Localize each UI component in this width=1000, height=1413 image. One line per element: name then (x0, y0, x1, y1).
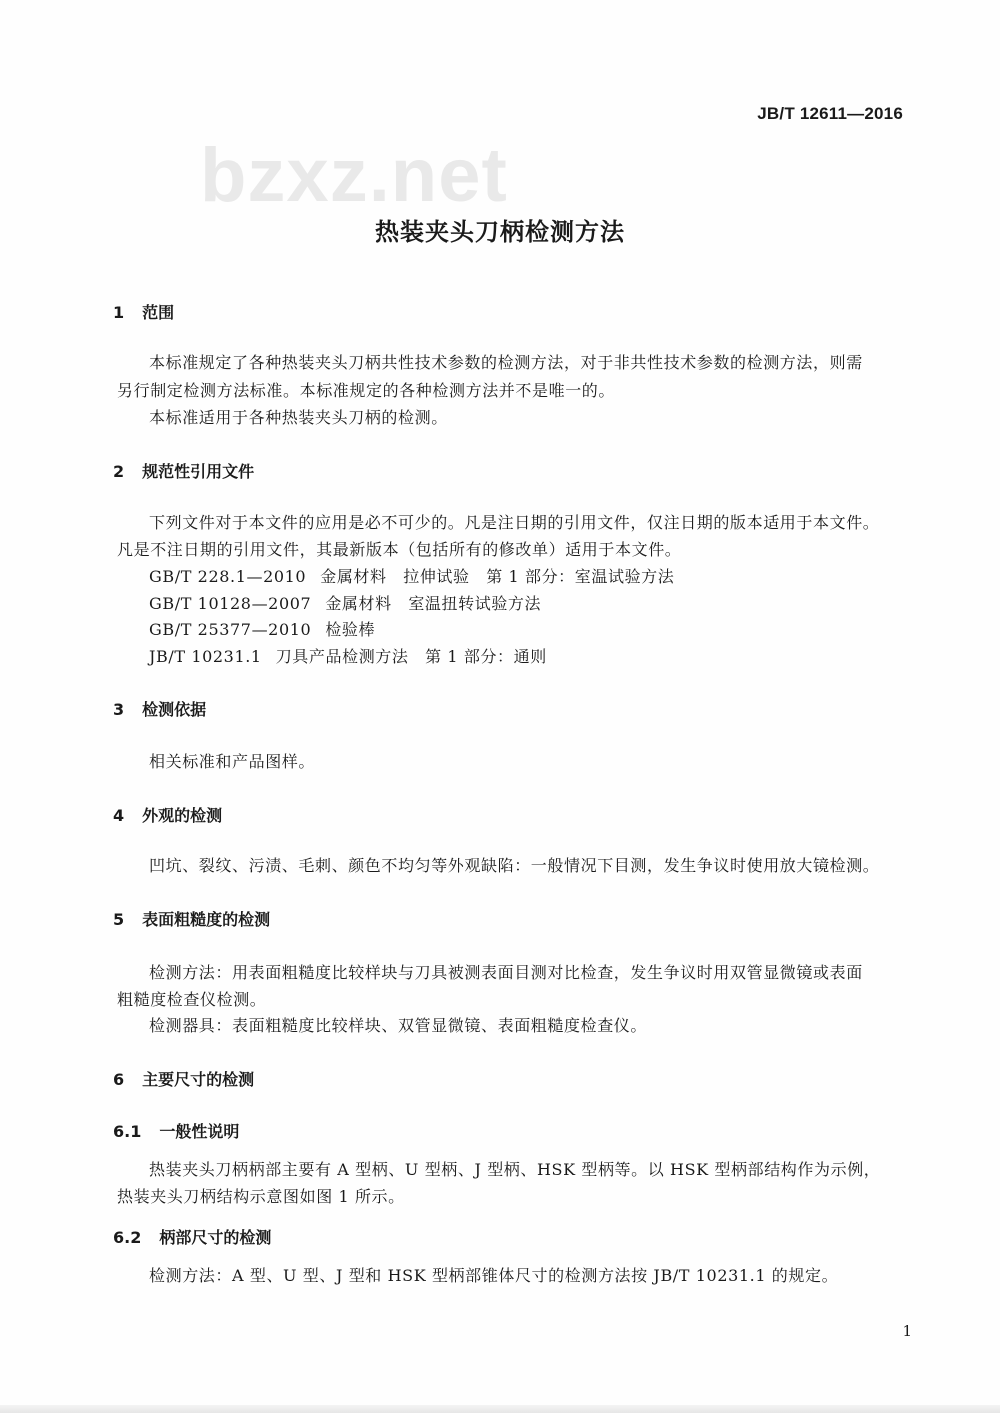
paragraph-line: 另行制定检测方法标准。本标准规定的各种检测方法并不是唯一的。 (117, 381, 616, 400)
section-6-heading (113, 1067, 254, 1090)
reference-title: 金属材料 拉伸试验 第 1 部分：室温试验方法 (320, 567, 675, 586)
section-title: 表面粗糙度的检测 (142, 910, 271, 929)
section-number: 1 (113, 303, 125, 322)
paragraph-line: 热装夹头刀柄结构示意图如图 1 所示。 (117, 1187, 405, 1206)
reference-title: 金属材料 室温扭转试验方法 (325, 594, 542, 613)
reference-item (149, 564, 674, 587)
watermark: bzxz.net (200, 133, 508, 218)
paragraph-line: 凹坑、裂纹、污渍、毛刺、颜色不均匀等外观缺陷：一般情况下目测，发生争议时使用放大镜检测。 (149, 856, 880, 875)
reference-item (149, 644, 547, 667)
paragraph-line: 检测方法：A 型、U 型、J 型和 HSK 型柄部锥体尺寸的检测方法按 JB/T 10231.1 的规定。 (149, 1266, 839, 1285)
section-title: 一般性说明 (159, 1122, 240, 1141)
section-title: 外观的检测 (142, 806, 223, 825)
paragraph-line: 本标准适用于各种热装夹头刀柄的检测。 (149, 408, 448, 427)
section-number: 2 (113, 462, 125, 481)
paragraph-line: 粗糙度检查仪检测。 (117, 990, 267, 1009)
section-number: 4 (113, 806, 125, 825)
reference-title: 检验棒 (325, 620, 376, 639)
reference-code: GB/T 10128—2007 (149, 594, 312, 613)
section-5-heading (113, 907, 270, 930)
paragraph-line: 下列文件对于本文件的应用是必不可少的。凡是注日期的引用文件，仅注日期的版本适用于本文件。 (149, 513, 880, 532)
section-title: 主要尺寸的检测 (142, 1070, 255, 1089)
section-4-heading (113, 803, 222, 826)
section-number: 6.2 (113, 1228, 142, 1247)
section-title: 规范性引用文件 (142, 462, 255, 481)
section-number: 6.1 (113, 1122, 142, 1141)
section-number: 6 (113, 1070, 125, 1089)
section-title: 检测依据 (142, 700, 207, 719)
section-1-heading (113, 300, 174, 323)
paragraph-line: 相关标准和产品图样。 (149, 752, 316, 771)
reference-code: GB/T 25377—2010 (149, 620, 312, 639)
document-title: 热装夹头刀柄检测方法 (375, 218, 625, 246)
section-3-heading (113, 697, 206, 720)
section-number: 3 (113, 700, 125, 719)
section-2-heading (113, 459, 254, 482)
page-bottom-edge (0, 1405, 1000, 1413)
section-title: 柄部尺寸的检测 (159, 1228, 272, 1247)
section-6-1-heading (113, 1119, 239, 1142)
reference-item (149, 617, 375, 640)
section-number: 5 (113, 910, 125, 929)
reference-title: 刀具产品检测方法 第 1 部分：通则 (275, 647, 547, 666)
paragraph-line: 凡是不注日期的引用文件，其最新版本（包括所有的修改单）适用于本文件。 (117, 540, 682, 559)
paragraph-line: 本标准规定了各种热装夹头刀柄共性技术参数的检测方法，对于非共性技术参数的检测方法，则需 (149, 353, 863, 372)
paragraph-line: 热装夹头刀柄柄部主要有 A 型柄、U 型柄、J 型柄、HSK 型柄等。以 HSK 型柄部结构作为示例， (149, 1160, 881, 1179)
standard-code: JB/T 12611—2016 (757, 104, 903, 123)
reference-item (149, 591, 541, 614)
section-6-2-heading (113, 1225, 271, 1248)
section-title: 范围 (142, 303, 175, 322)
page-number: 1 (902, 1322, 912, 1340)
paragraph-line: 检测器具：表面粗糙度比较样块、双管显微镜、表面粗糙度检查仪。 (149, 1016, 648, 1035)
reference-code: JB/T 10231.1 (149, 647, 262, 666)
paragraph-line: 检测方法：用表面粗糙度比较样块与刀具被测表面目测对比检查，发生争议时用双管显微镜或表面 (149, 963, 863, 982)
reference-code: GB/T 228.1—2010 (149, 567, 307, 586)
